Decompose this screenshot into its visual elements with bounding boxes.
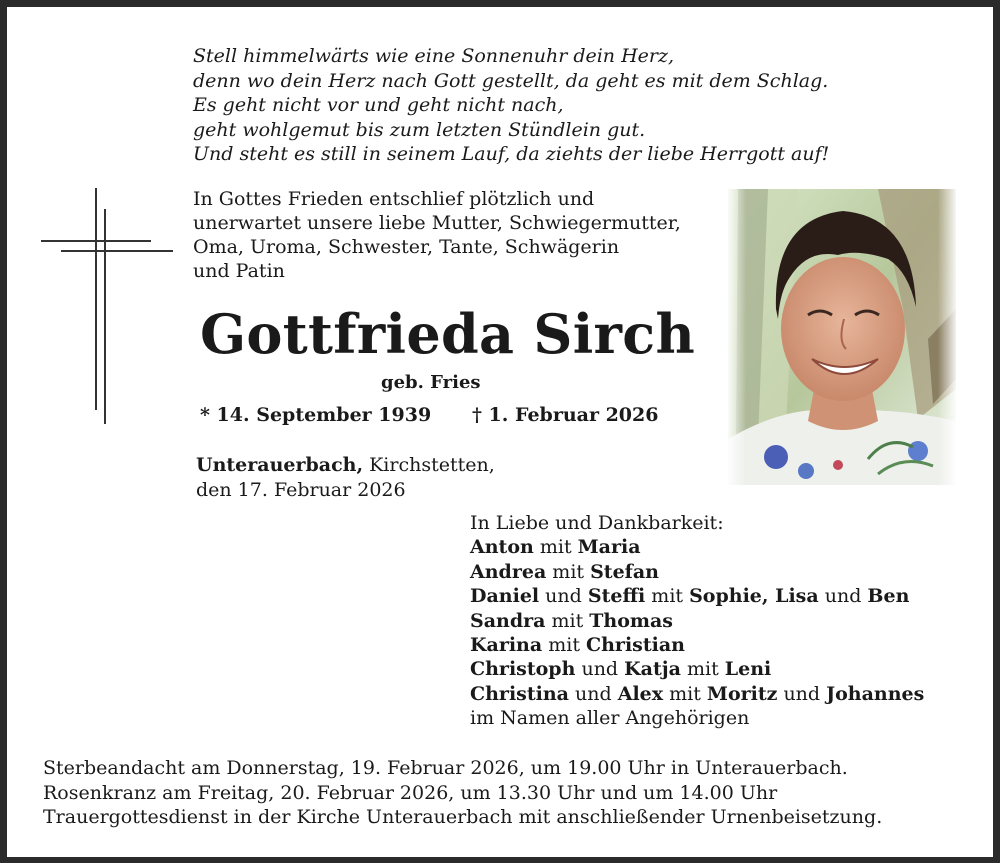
family-member-name: Christina bbox=[470, 682, 569, 705]
place-town: Unterauerbach, bbox=[196, 454, 364, 476]
place-rest: Kirchstetten, bbox=[363, 454, 495, 476]
poem-line: denn wo dein Herz nach Gott gestellt, da geht es mit dem Schlag. bbox=[193, 69, 829, 92]
intro-line: und Patin bbox=[193, 260, 285, 282]
family-connector: mit bbox=[680, 658, 725, 681]
family-closing: im Namen aller Angehörigen bbox=[470, 707, 750, 730]
family-line bbox=[470, 535, 924, 559]
poem-line: Es geht nicht vor und geht nicht nach, bbox=[193, 94, 564, 116]
portrait-photo-image bbox=[728, 189, 956, 485]
family-heading: In Liebe und Dankbarkeit: bbox=[470, 512, 724, 534]
family-line bbox=[470, 682, 924, 706]
family-connector: und bbox=[575, 658, 625, 681]
family-member-name: Andrea bbox=[470, 560, 547, 583]
cross-icon-horizontal-2 bbox=[61, 250, 173, 252]
intro-line: Oma, Uroma, Schwester, Tante, Schwägerin bbox=[193, 236, 620, 258]
portrait-photo bbox=[728, 189, 956, 485]
family-member-name: Thomas bbox=[589, 609, 674, 632]
notice-date: den 17. Februar 2026 bbox=[196, 479, 406, 501]
family-member-name: Johannes bbox=[826, 682, 925, 705]
family-line bbox=[470, 609, 924, 633]
family-connector: mit bbox=[663, 682, 707, 705]
poem-line: Und steht es still in seinem Lauf, da ziehts der liebe Herrgott auf! bbox=[193, 143, 830, 165]
family-connector: mit bbox=[546, 560, 591, 583]
family-line bbox=[470, 584, 924, 608]
family-connector: und bbox=[539, 585, 588, 608]
family-member-name: Ben bbox=[867, 585, 910, 608]
family-line bbox=[470, 657, 924, 681]
family-list bbox=[470, 511, 924, 731]
family-member-name: Steffi bbox=[587, 585, 646, 608]
family-connector: mit bbox=[542, 634, 586, 657]
family-member-name: Sandra bbox=[470, 609, 546, 632]
poem-line: Stell himmelwärts wie eine Sonnenuhr dein Herz, bbox=[193, 45, 675, 67]
birth-date: * 14. September 1939 bbox=[200, 404, 432, 426]
event-line: Rosenkranz am Freitag, 20. Februar 2026, um 13.30 Uhr und um 14.00 Uhr bbox=[43, 781, 778, 804]
family-connector: mit bbox=[533, 536, 578, 559]
event-line: Trauergottesdienst in der Kirche Unterauerbach mit anschließender Urnenbeisetzung. bbox=[43, 806, 883, 828]
family-connector: und bbox=[568, 682, 618, 705]
family-member-name: Daniel bbox=[470, 585, 540, 608]
intro-line: In Gottes Frieden entschlief plötzlich und bbox=[193, 188, 595, 210]
family-connector: mit bbox=[645, 585, 690, 608]
intro-line: unerwartet unsere liebe Mutter, Schwiegermutter, bbox=[193, 212, 681, 234]
intro-text bbox=[193, 187, 681, 283]
cross-icon-horizontal-1 bbox=[41, 240, 151, 242]
events-text bbox=[43, 756, 882, 830]
family-member-name: Moritz bbox=[706, 682, 778, 705]
family-connector: mit bbox=[545, 609, 590, 632]
family-member-name: Maria bbox=[577, 536, 641, 559]
event-line: Sterbeandacht am Donnerstag, 19. Februar 2026, um 19.00 Uhr in Unterauerbach. bbox=[43, 757, 848, 779]
family-member-name: Christian bbox=[586, 634, 685, 657]
family-line bbox=[470, 560, 924, 584]
family-connector: und bbox=[777, 682, 827, 705]
cross-icon-vertical-1 bbox=[95, 188, 97, 410]
family-lines bbox=[470, 535, 924, 706]
death-date: † 1. Februar 2026 bbox=[472, 404, 659, 426]
family-member-name: Alex bbox=[617, 682, 664, 705]
family-member-name: Leni bbox=[724, 658, 772, 681]
place-and-date bbox=[196, 453, 495, 503]
deceased-name: Gottfrieda Sirch bbox=[200, 302, 696, 366]
family-member-name: Stefan bbox=[590, 560, 659, 583]
maiden-name: geb. Fries bbox=[381, 372, 481, 393]
family-member-name: Karina bbox=[470, 634, 543, 657]
poem-line: geht wohlgemut bis zum letzten Stündlein gut. bbox=[193, 118, 646, 141]
family-line bbox=[470, 633, 924, 657]
family-member-name: Anton bbox=[470, 536, 534, 559]
poem bbox=[193, 44, 829, 167]
family-member-name: Katja bbox=[624, 658, 681, 681]
family-connector: und bbox=[818, 585, 868, 608]
family-member-name: Christoph bbox=[470, 658, 576, 681]
family-member-name: Sophie, Lisa bbox=[689, 585, 819, 608]
